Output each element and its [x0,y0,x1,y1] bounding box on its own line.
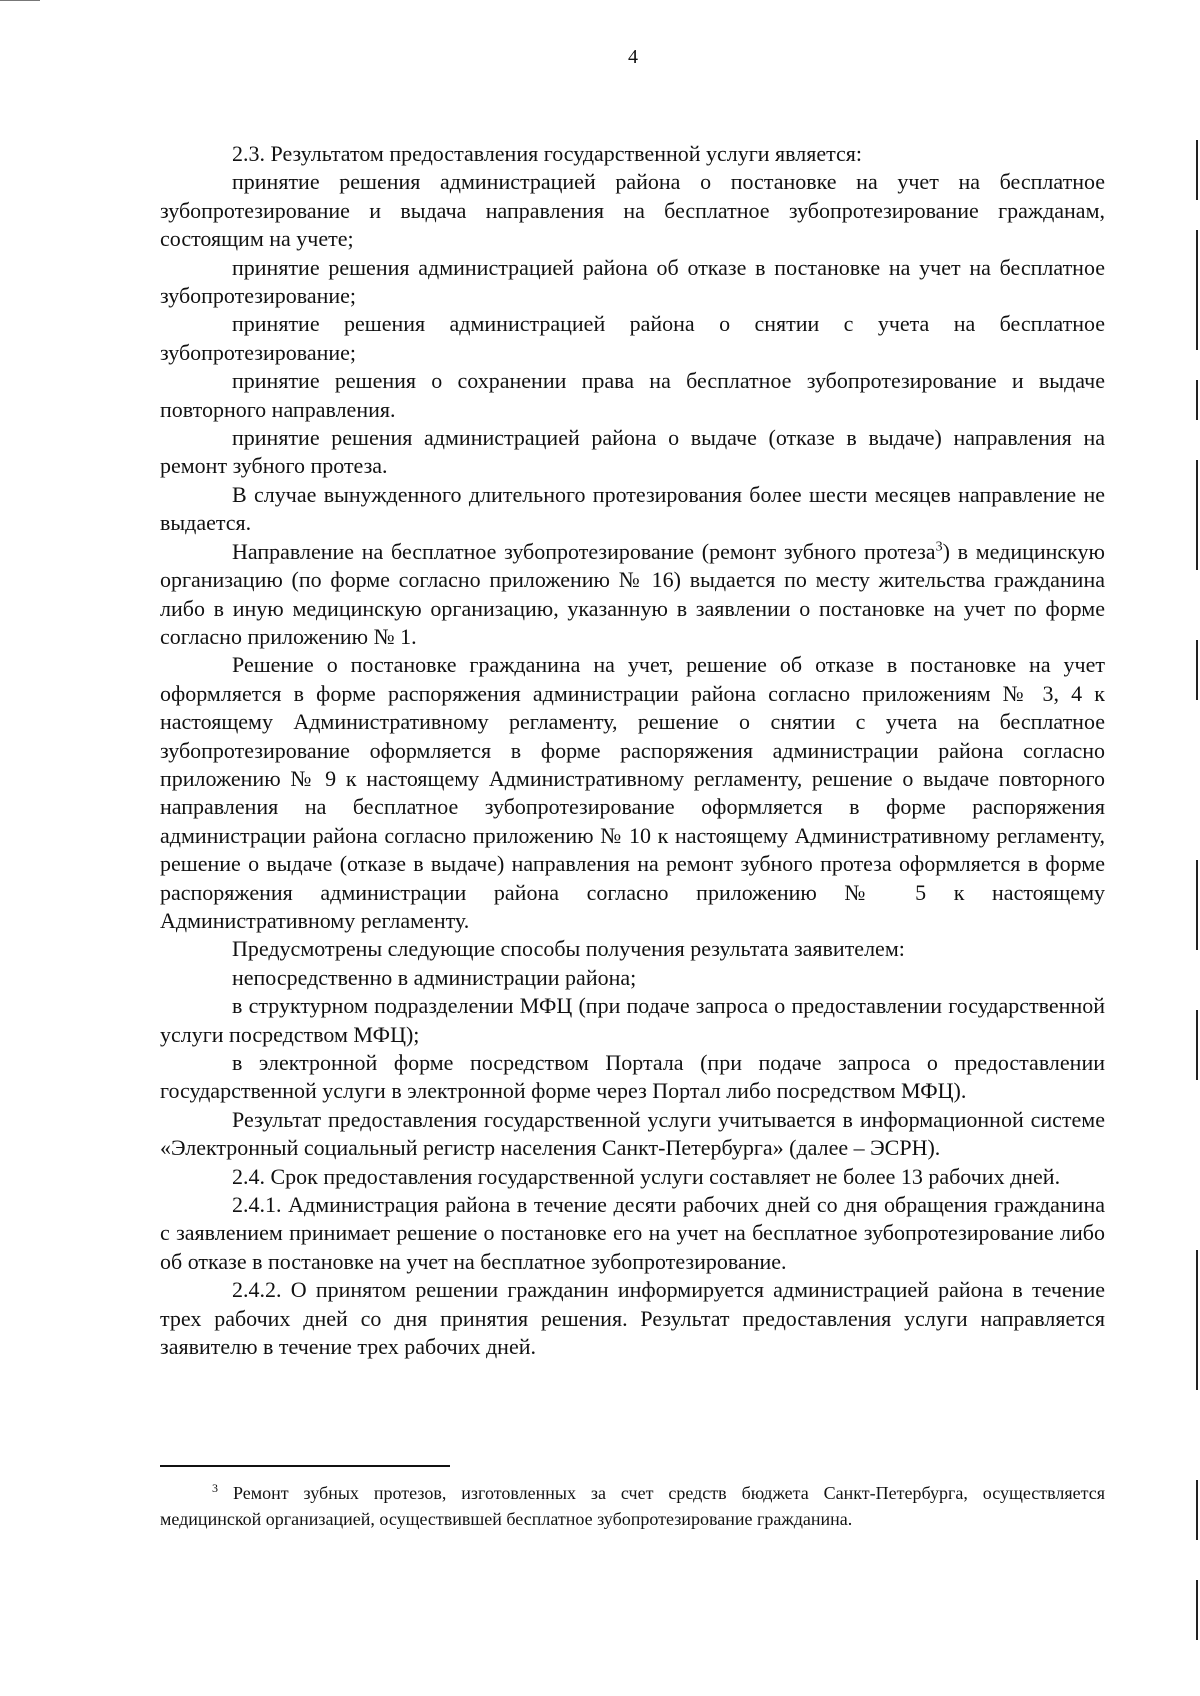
scan-edge-artifact [1194,0,1200,1696]
paragraph-long-prosthetics: В случае вынужденного длительного протезирования более шести месяцев направление не выдается. [160,481,1105,536]
referral-text-end: ) в медицинскую организацию (по форме согласно приложению № 16) выдается по месту жительства гражданина либо в иную медицинскую организацию, указанную в заявлении о постановке на учет по форме согласно приложению № 1. [160,538,1105,649]
paragraph-decision-forms: Решение о постановке гражданина на учет, решение об отказе в постановке на учет оформляется в форме распоряжения администрации района согласно приложениям № 3, 4 к настоящему Административному регламенту, решение о снятии с учета на бесплатное зубопротезирование оформляется в форме распоряжения администрации района согласно приложению № 9 к настоящему Административному регламенту, решение о выдаче повторного направления на бесплатное зубопротезирование оформляется в форме распоряжения администрации района согласно приложению № 10 к настоящему Административному регламенту, решение о выдаче (отказе в выдаче) направления на ремонт зубного протеза оформляется в форме распоряжения администрации района согласно приложению № 5 к настоящему Административному регламенту. [160,652,1105,933]
paragraph-result-repeat-referral: принятие решения о сохранении права на бесплатное зубопротезирование и выдаче повторного направления. [160,368,1105,422]
paragraph-result-refusal: принятие решения администрацией района об отказе в постановке на учет на бесплатное зубопротезирование; [160,254,1105,309]
paragraph-methods-intro: Предусмотрены следующие способы получения результата заявителем: [232,936,905,962]
paragraph-2-4-1: 2.4.1. Администрация района в течение десяти рабочих дней со дня обращения гражданина с заявлением принимает решение о постановке его на учет на бесплатное зубопротезирование либо об отказе в постановке на учет на бесплатное зубопротезирование. [160,1192,1105,1274]
document-body [160,140,1105,1361]
paragraph-2-4: 2.4. Срок предоставления государственной услуги составляет не более 13 рабочих дней. [232,1163,1061,1189]
footnote-text: Ремонт зубных протезов, изготовленных за счет средств бюджета Санкт-Петербурга, осуществляется медицинской организацией, осуществившей бесплатное зубопротезирование гражданина. [160,1483,1106,1529]
referral-text-start: Направление на бесплатное зубопротезирование (ремонт зубного протеза [232,538,936,564]
paragraph-method-mfc: в структурном подразделении МФЦ (при подаче запроса о предоставлении государственной услуги посредством МФЦ); [160,993,1105,1047]
paragraph-result-repair: принятие решения администрацией района о выдаче (отказе в выдаче) направления на ремонт зубного протеза. [160,425,1105,479]
paragraph-referral [160,538,1105,652]
footnote [160,1480,1105,1532]
paragraph-result-deregistration: принятие решения администрацией района о снятии с учета на бесплатное зубопротезирование; [160,311,1105,365]
footnote-divider [160,1465,450,1467]
paragraph-2-3: 2.3. Результатом предоставления государственной услуги является: [232,141,863,166]
paragraph-method-portal: в электронной форме посредством Портала (при подаче запроса о предоставлении государственной услуги в электронной форме через Портал либо посредством МФЦ). [160,1050,1105,1104]
page-number: 4 [628,46,638,68]
paragraph-esrn: Результат предоставления государственной услуги учитывается в информационной системе «Электронный социальный регистр населения Санкт-Петербурга» (далее – ЭСРН). [160,1106,1105,1161]
footnote-reference[interactable]: 3 [935,539,943,555]
scan-artifact-line [0,0,40,1]
paragraph-method-administration: непосредственно в администрации района; [232,964,637,990]
paragraph-2-4-2: 2.4.2. О принятом решении гражданин информируется администрацией района в течение трех рабочих дней со дня принятия решения. Результат предоставления услуги направляется заявителю в течение трех рабочих дней. [160,1277,1105,1360]
footnote-mark: 3 [212,1481,218,1495]
paragraph-result-registration: принятие решения администрацией района о постановке на учет на бесплатное зубопротезирование и выдача направления на бесплатное зубопротезирование гражданам, состоящим на учете; [160,169,1105,252]
